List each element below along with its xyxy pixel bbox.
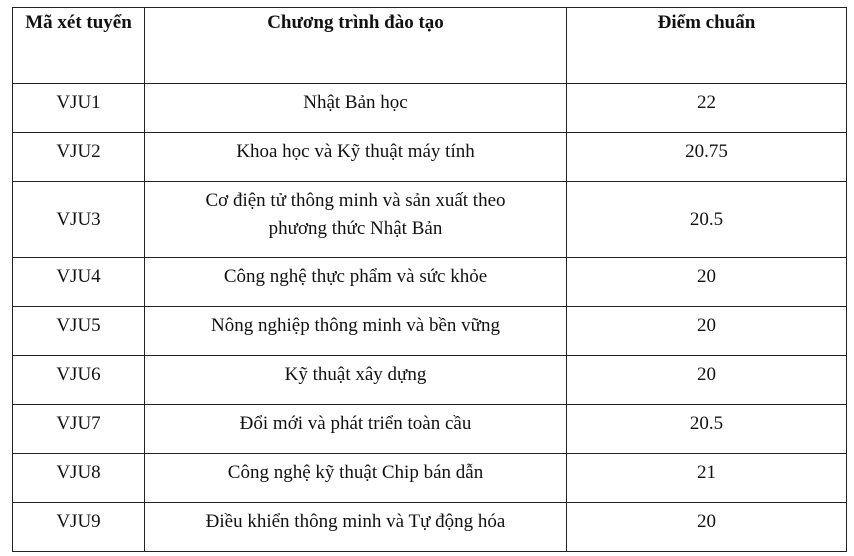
cell-score: 20.5 bbox=[567, 182, 847, 258]
cell-code: VJU2 bbox=[13, 133, 145, 182]
header-code: Mã xét tuyển bbox=[13, 8, 145, 84]
cell-score: 20.75 bbox=[567, 133, 847, 182]
cell-program: Nông nghiệp thông minh và bền vững bbox=[145, 307, 567, 356]
header-score: Điểm chuẩn bbox=[567, 8, 847, 84]
cell-score: 20 bbox=[567, 258, 847, 307]
table-row bbox=[13, 307, 847, 356]
table-row bbox=[13, 84, 847, 133]
cell-score: 20 bbox=[567, 356, 847, 405]
cell-program: Điều khiển thông minh và Tự động hóa bbox=[145, 503, 567, 552]
table-row bbox=[13, 356, 847, 405]
header-program: Chương trình đào tạo bbox=[145, 8, 567, 84]
cell-code: VJU7 bbox=[13, 405, 145, 454]
cell-program: Cơ điện tử thông minh và sản xuất theo phương thức Nhật Bản bbox=[145, 182, 567, 258]
cell-score: 20 bbox=[567, 307, 847, 356]
cell-program: Đổi mới và phát triển toàn cầu bbox=[145, 405, 567, 454]
table-row bbox=[13, 454, 847, 503]
cell-code: VJU1 bbox=[13, 84, 145, 133]
cell-program: Công nghệ thực phẩm và sức khỏe bbox=[145, 258, 567, 307]
cell-code: VJU4 bbox=[13, 258, 145, 307]
cell-code: VJU8 bbox=[13, 454, 145, 503]
cell-code: VJU9 bbox=[13, 503, 145, 552]
cell-program: Công nghệ kỹ thuật Chip bán dẫn bbox=[145, 454, 567, 503]
table-row bbox=[13, 133, 847, 182]
cell-score: 20.5 bbox=[567, 405, 847, 454]
cell-code: VJU6 bbox=[13, 356, 145, 405]
cell-score: 20 bbox=[567, 503, 847, 552]
cell-program: Nhật Bản học bbox=[145, 84, 567, 133]
table-row bbox=[13, 503, 847, 552]
table-row bbox=[13, 182, 847, 258]
admission-scores-table bbox=[12, 7, 847, 552]
cell-score: 22 bbox=[567, 84, 847, 133]
cell-code: VJU3 bbox=[13, 182, 145, 258]
cell-program: Kỹ thuật xây dựng bbox=[145, 356, 567, 405]
table-header-row bbox=[13, 8, 847, 84]
table-row bbox=[13, 405, 847, 454]
table-row bbox=[13, 258, 847, 307]
cell-program: Khoa học và Kỹ thuật máy tính bbox=[145, 133, 567, 182]
cell-score: 21 bbox=[567, 454, 847, 503]
cell-code: VJU5 bbox=[13, 307, 145, 356]
